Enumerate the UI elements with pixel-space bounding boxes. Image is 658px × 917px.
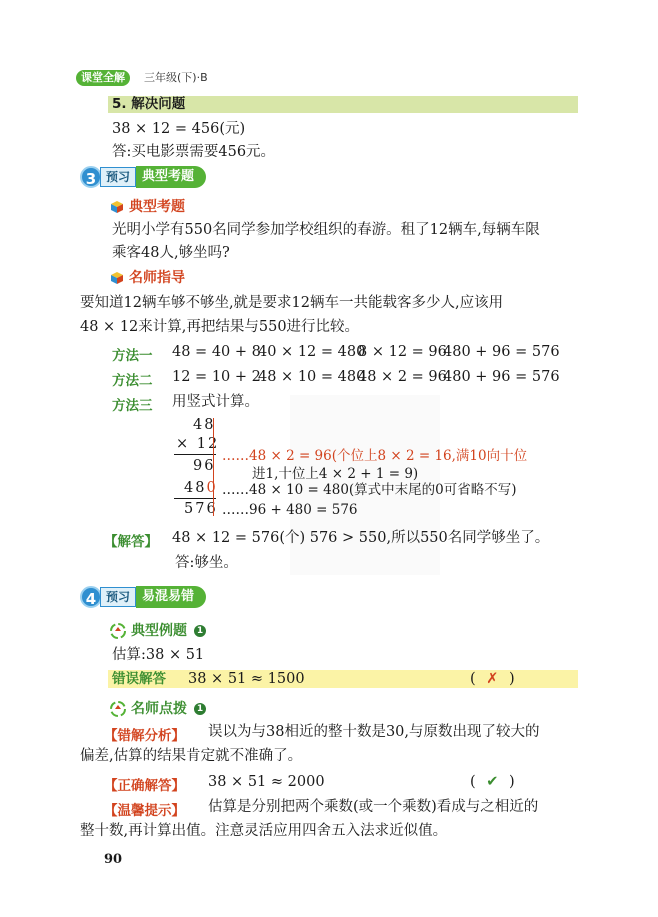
part-number: 3 [80,166,102,188]
method-step: 12 = 10 + 2 [172,369,261,385]
tip-number-badge: 1 [194,703,206,715]
heading-label: 名师指导 [129,270,185,286]
method-step: 48 = 40 + 8 [172,344,261,360]
wrong-answer-label: 错误解答 [112,671,166,687]
guide-line1: 要知道12辆车够不够坐,就是要求12辆车一共能载客多少人,应该用 [80,295,504,311]
note-text: ……48 × 10 = 480(算式中末尾的0可省略不写) [222,482,517,498]
hint-line2: 整十数,再计算出值。注意灵活应用四舍五入法求近似值。 [80,823,448,839]
cube-icon [110,271,124,285]
answer-reply: 答:够坐。 [175,555,238,571]
paren-open: ( [470,671,476,687]
method-step: 用竖式计算。 [172,394,259,410]
wrong-answer-mark [470,669,515,689]
part-title: 典型考题 [136,166,206,188]
omittable-zero: 0 [206,480,218,496]
wrong-answer-text: 38 × 51 ≈ 1500 [188,671,305,687]
analysis-label: 【错解分析】 [104,728,185,744]
solution-answer: 答:买电影票需要456元。 [112,144,276,160]
part-number: 4 [80,586,102,608]
method-label: 方法二 [112,373,153,389]
paren-open: ( [470,774,476,790]
typical-example-heading [110,621,206,641]
analysis-line1: 误以为与38相近的整十数是30,与原数出现了较大的 [208,724,540,740]
method-row-1 [112,344,153,364]
vertical-sum: 576 [184,501,218,517]
vertical-note-1b: 进1,十位上4 × 2 + 1 = 9) [252,466,419,482]
correct-mark [470,772,515,792]
note-text: ……48 × 2 = 96(个位上8 × 2 = 16,满10向十位 [222,448,528,464]
solution-line: 38 × 12 = 456(元) [112,121,246,137]
vertical-note-2 [222,480,517,500]
method-label: 方法一 [112,348,153,364]
typical-question-heading [110,197,185,217]
book-grade-label: 三年级(下)·B [144,71,208,84]
method-step: 40 × 12 = 480 [258,344,366,360]
method-step: 48 × 2 = 96 [358,369,447,385]
guide-line2: 48 × 12来计算,再把结果与550进行比较。 [80,319,360,335]
paren-close: ) [509,671,515,687]
vertical-partial-1: 96 [193,458,216,474]
part-tag: 预习 [100,587,136,607]
correct-label: 【正确解答】 [104,778,185,794]
partial-digits: 48 [184,480,207,496]
heading-label: 典型考题 [129,199,185,215]
vertical-top: 48 [193,417,216,433]
heading-label: 典型例题 [131,623,187,639]
book-brand-badge: 课堂全解 [76,70,130,86]
vertical-rule [174,454,216,455]
answer-label [104,530,158,550]
vertical-note-1 [222,446,527,466]
example-number-badge: 1 [194,625,206,637]
guide-heading [110,268,185,288]
recycle-icon [110,701,126,717]
part-ribbon-3 [80,166,206,188]
hint-line1: 估算是分别把两个乘数(或一个乘数)看成与之相近的 [208,799,539,815]
note-text: ……96 + 480 = 576 [222,502,358,518]
part-ribbon-4 [80,586,206,608]
heading-label: 名师点拨 [131,701,187,717]
cross-icon: ✗ [486,671,499,687]
paren-close: ) [509,774,515,790]
method-step: 480 + 96 = 576 [443,344,560,360]
part-tag: 预习 [100,167,136,187]
part-title: 易混易错 [136,586,206,608]
cube-icon [110,200,124,214]
vertical-multiplier: × 12 [176,436,220,452]
recycle-icon [110,623,126,639]
method-step: 480 + 96 = 576 [443,369,560,385]
tips-heading [110,699,206,719]
method-label: 方法三 [112,398,153,414]
method-row-2 [112,369,153,389]
method-step: 8 × 12 = 96 [358,344,447,360]
method-step: 48 × 10 = 480 [258,369,366,385]
example-text: 估算:38 × 51 [112,647,205,663]
label-text: 【解答】 [104,534,158,550]
hint-label: 【温馨提示】 [104,803,185,819]
correct-text: 38 × 51 ≈ 2000 [208,774,325,790]
vertical-note-3 [222,500,358,520]
question-text-line2: 乘客48人,够坐吗? [112,245,230,261]
annotation-guide-line [213,418,214,516]
analysis-line2: 偏差,估算的结果肯定就不准确了。 [80,748,303,764]
section-title: 5. 解决问题 [112,96,186,112]
check-icon: ✔ [486,774,499,790]
method-row-3 [112,394,153,414]
page-number: 90 [104,852,123,867]
question-text-line1: 光明小学有550名同学参加学校组织的春游。租了12辆车,每辆车限 [112,222,540,238]
answer-text: 48 × 12 = 576(个) 576 > 550,所以550名同学够坐了。 [172,530,550,546]
